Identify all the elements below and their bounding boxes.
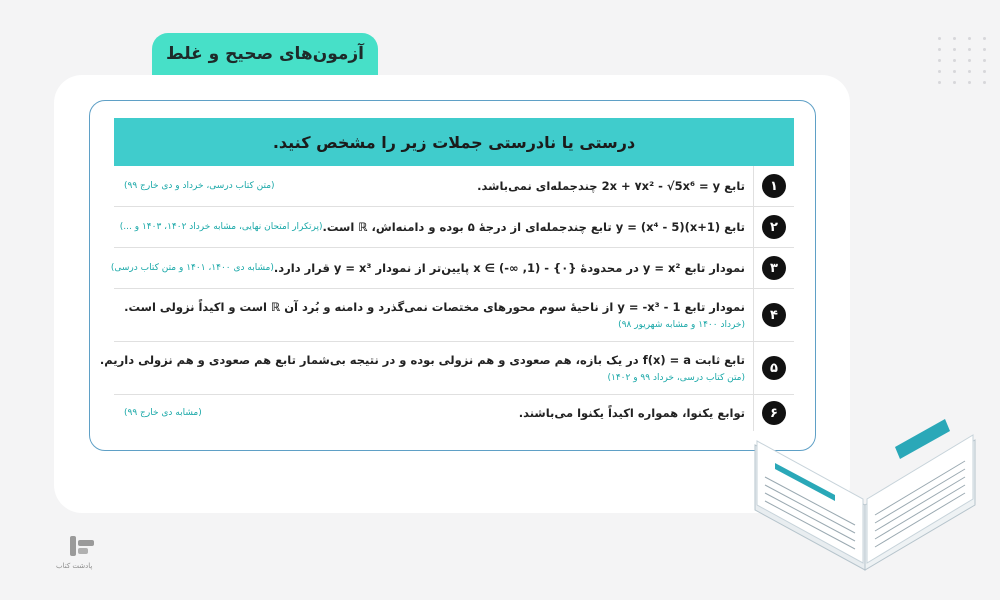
dots-decoration (938, 37, 990, 84)
question-number: ۴ (762, 303, 786, 327)
question-row (110, 248, 794, 289)
question-number: ۶ (762, 401, 786, 425)
open-book-image (745, 385, 985, 585)
question-source: (مشابه دی ۱۴۰۰، ۱۴۰۱ و متن کتاب درسی) (110, 263, 274, 273)
brand-name: پادشت کتاب (56, 562, 93, 570)
question-table (99, 118, 794, 431)
question-row (114, 289, 794, 342)
question-source: (متن کتاب درسی، خرداد و دی خارج ۹۹) (124, 181, 275, 191)
question-row (114, 166, 794, 207)
question-number: ۱ (762, 174, 786, 198)
question-number: ۲ (762, 215, 786, 239)
question-text: توابع یکنوا، همواره اکیداً یکنوا می‌باشند. (518, 406, 745, 420)
question-text: نمودار تابع y = -x³ - 1 از ناحیهٔ سوم محورهای مختصات نمی‌گذرد و دامنه و بُرد آن ℝ است و اکیداً نزولی است. (124, 300, 745, 314)
question-source: (متن کتاب درسی، خرداد ۹۹ و ۱۴۰۲) (607, 373, 745, 383)
question-source: (پرتکرار امتحان نهایی، مشابه خرداد ۱۴۰۲، ۱۴۰۳ و ...) (119, 222, 323, 232)
question-number: ۵ (762, 356, 786, 380)
question-row (114, 207, 794, 248)
question-row (99, 342, 794, 395)
question-source: (خرداد ۱۴۰۰ و مشابه شهریور ۹۸) (618, 320, 745, 330)
question-source: (مشابه دی خارج ۹۹) (124, 408, 202, 418)
question-text: تابع ثابت f(x) = a در یک بازه، هم صعودی و هم نزولی بوده و در نتیجه بی‌شمار تابع هم صعودی و هم نزولی داریم. (99, 353, 745, 367)
table-header: درستی یا نادرستی جملات زیر را مشخص کنید. (114, 118, 794, 166)
question-row (114, 395, 794, 431)
question-number: ۳ (762, 256, 786, 280)
question-text: تابع 2x + ۷x² - √5x⁶ = y چندجمله‌ای نمی‌باشد. (477, 179, 745, 193)
section-tag: آزمون‌های صحیح و غلط (152, 33, 378, 75)
question-text: تابع (x+1)(x⁴ - 5) = y تابع چندجمله‌ای از درجهٔ ۵ بوده و دامنه‌اش، ℝ است. (322, 220, 745, 234)
question-text: نمودار تابع y = x² در محدودهٔ {۰} - (1, ∞-) ∋ x پایین‌تر از نمودار y = x³ قرار دارد. (273, 261, 745, 275)
